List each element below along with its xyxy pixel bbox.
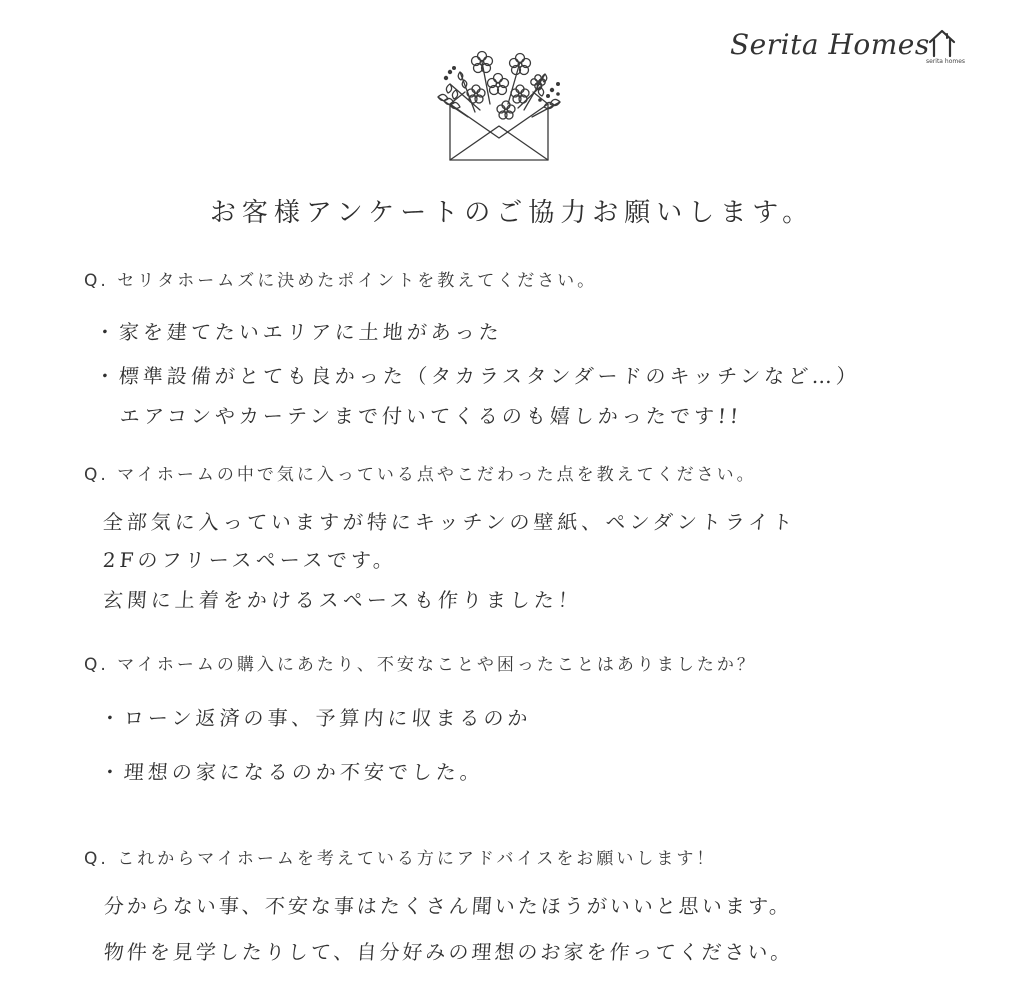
brand-name: Serita Homes [730,28,930,61]
question-1: Q. セリタホームズに決めたポイントを教えてください。 [84,271,598,291]
answer-3-line-2: ・理想の家になるのか不安でした。 [99,760,485,784]
answer-3-line-1: ・ローン返済の事、予算内に収まるのか [99,706,533,730]
question-3: Q. マイホームの購入にあたり、不安なことや困ったことはありましたか？ [84,655,757,675]
brand-sub: serita homes [926,58,966,65]
answer-1-line-2: ・標準設備がとても良かった（タカラスタンダードのキッチンなど…） [94,364,861,388]
answer-2-line-3: 玄関に上着をかけるスペースも作りました！ [102,588,583,612]
answer-1-line-1: ・家を建てたいエリアに土地があった [94,320,504,344]
answer-1-line-3: エアコンやカーテンまで付いてくるのも嬉しかったです!! [119,404,743,428]
question-4: Q. これからマイホームを考えている方にアドバイスをお願いします！ [84,849,717,869]
answer-2-line-2: 2Fのフリースペースです。 [102,548,398,572]
answer-4-line-2: 物件を見学したりして、自分好みの理想のお家を作ってください。 [103,940,795,964]
brand-logo [730,26,965,72]
envelope-flowers-icon [420,42,580,167]
answer-4-line-1: 分からない事、不安な事はたくさん聞いたほうがいいと思います。 [103,894,794,918]
question-2: Q. マイホームの中で気に入っている点やこだわった点を教えてください。 [84,465,757,485]
page-title: お客様アンケートのご協力お願いします。 [209,198,815,228]
answer-2-line-1: 全部気に入っていますが特にキッチンの壁紙、ペンダントライト [102,510,798,534]
